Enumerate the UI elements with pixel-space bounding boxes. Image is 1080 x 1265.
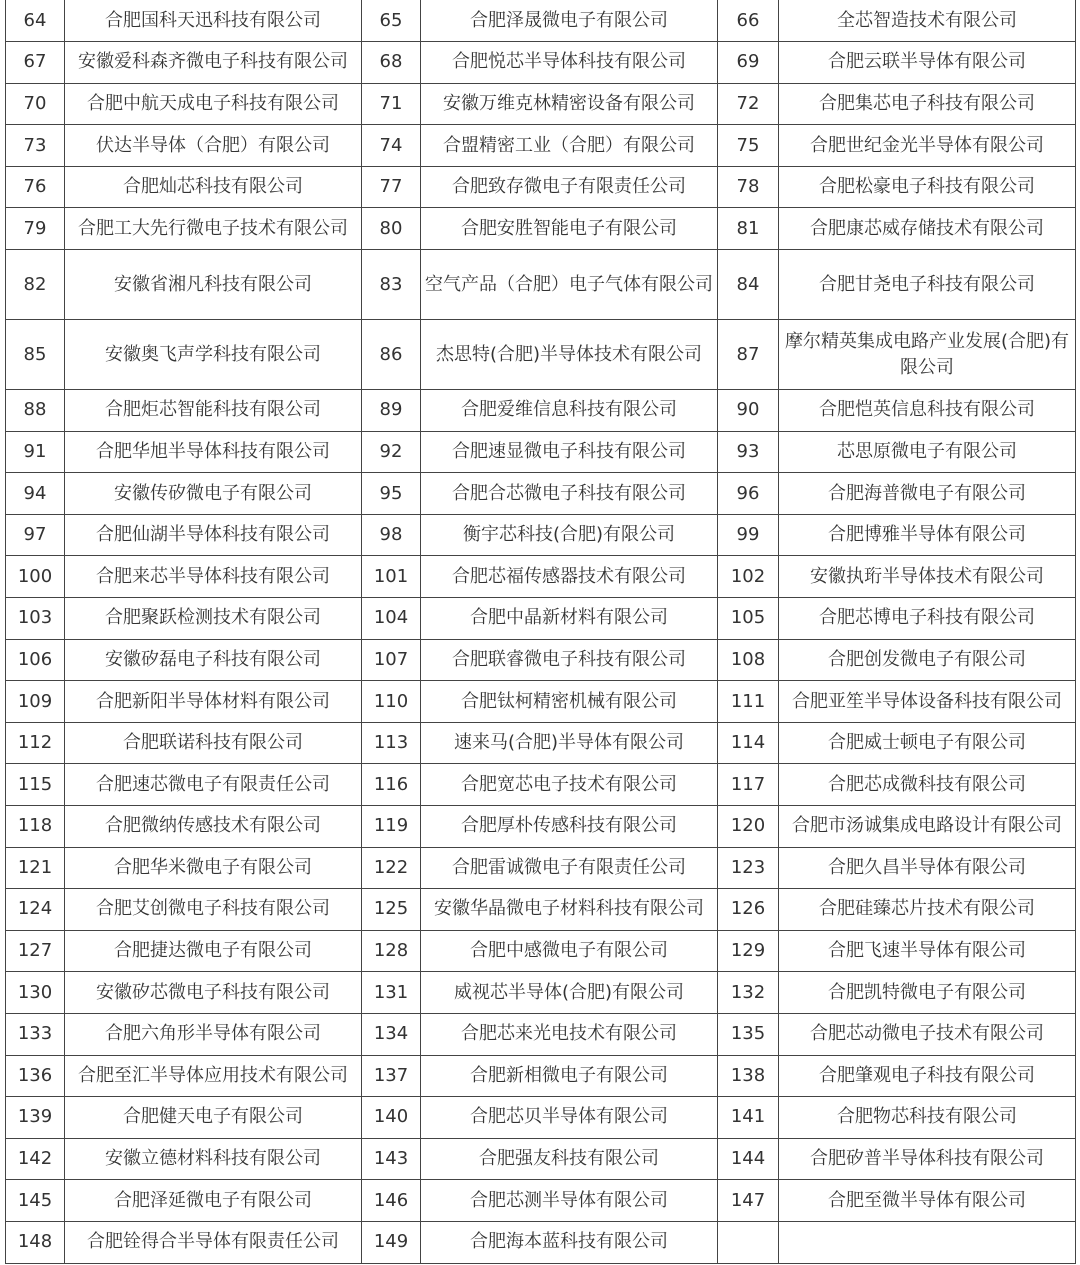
company-name-cell: 合肥硅臻芯片技术有限公司 — [779, 889, 1076, 931]
row-number-cell: 65 — [362, 0, 421, 42]
row-number-cell: 73 — [6, 125, 65, 167]
company-name-cell: 合肥市汤诚集成电路设计有限公司 — [779, 806, 1076, 848]
row-number-cell: 68 — [362, 42, 421, 84]
company-name-cell: 安徽立德材料科技有限公司 — [65, 1138, 362, 1180]
row-number-cell: 85 — [6, 320, 65, 390]
table-row — [6, 0, 1076, 42]
row-number-cell: 74 — [362, 125, 421, 167]
table-row — [6, 83, 1076, 125]
row-number-cell: 81 — [718, 208, 779, 250]
row-number-cell: 92 — [362, 431, 421, 473]
company-name-cell: 合肥芯贝半导体有限公司 — [421, 1097, 718, 1139]
row-number-cell: 82 — [6, 250, 65, 320]
row-number-cell: 94 — [6, 473, 65, 515]
company-name-cell: 安徽省湘凡科技有限公司 — [65, 250, 362, 320]
company-name-cell: 合肥宽芯电子技术有限公司 — [421, 764, 718, 806]
company-name-cell: 合肥凯特微电子有限公司 — [779, 972, 1076, 1014]
company-name-cell: 合肥仙湖半导体科技有限公司 — [65, 514, 362, 556]
company-name-cell: 合肥灿芯科技有限公司 — [65, 166, 362, 208]
company-name-cell: 合肥捷达微电子有限公司 — [65, 930, 362, 972]
row-number-cell: 123 — [718, 847, 779, 889]
table-row — [6, 166, 1076, 208]
row-number-cell: 112 — [6, 722, 65, 764]
company-name-cell: 合肥久昌半导体有限公司 — [779, 847, 1076, 889]
company-name-cell: 合肥威士顿电子有限公司 — [779, 722, 1076, 764]
company-name-cell: 合肥集芯电子科技有限公司 — [779, 83, 1076, 125]
row-number-cell: 144 — [718, 1138, 779, 1180]
row-number-cell: 67 — [6, 42, 65, 84]
row-number-cell: 98 — [362, 514, 421, 556]
company-name-cell: 合肥艾创微电子科技有限公司 — [65, 889, 362, 931]
company-name-cell: 合肥恺英信息科技有限公司 — [779, 390, 1076, 432]
row-number-cell: 79 — [6, 208, 65, 250]
row-number-cell: 84 — [718, 250, 779, 320]
row-number-cell: 130 — [6, 972, 65, 1014]
table-row — [6, 722, 1076, 764]
row-number-cell: 72 — [718, 83, 779, 125]
row-number-cell: 132 — [718, 972, 779, 1014]
table-row — [6, 806, 1076, 848]
row-number-cell: 77 — [362, 166, 421, 208]
row-number-cell: 111 — [718, 681, 779, 723]
company-list-body — [6, 0, 1076, 1263]
row-number-cell: 126 — [718, 889, 779, 931]
company-name-cell: 合肥世纪金光半导体有限公司 — [779, 125, 1076, 167]
company-name-cell: 合肥钛柯精密机械有限公司 — [421, 681, 718, 723]
table-row — [6, 930, 1076, 972]
company-name-cell: 伏达半导体（合肥）有限公司 — [65, 125, 362, 167]
row-number-cell: 117 — [718, 764, 779, 806]
company-name-cell: 安徽执珩半导体技术有限公司 — [779, 556, 1076, 598]
row-number-cell: 109 — [6, 681, 65, 723]
table-row — [6, 1221, 1076, 1263]
company-name-cell: 合肥工大先行微电子技术有限公司 — [65, 208, 362, 250]
table-row — [6, 208, 1076, 250]
row-number-cell: 89 — [362, 390, 421, 432]
row-number-cell: 83 — [362, 250, 421, 320]
company-name-cell: 合肥芯动微电子技术有限公司 — [779, 1013, 1076, 1055]
row-number-cell: 145 — [6, 1180, 65, 1222]
company-name-cell: 合肥海普微电子有限公司 — [779, 473, 1076, 515]
row-number-cell: 103 — [6, 598, 65, 640]
table-row — [6, 320, 1076, 390]
company-name-cell: 合肥中晶新材料有限公司 — [421, 598, 718, 640]
row-number-cell: 141 — [718, 1097, 779, 1139]
company-name-cell: 合肥矽普半导体科技有限公司 — [779, 1138, 1076, 1180]
table-row — [6, 598, 1076, 640]
row-number-cell: 102 — [718, 556, 779, 598]
row-number-cell: 100 — [6, 556, 65, 598]
company-name-cell: 合肥创发微电子有限公司 — [779, 639, 1076, 681]
company-name-cell: 合肥微纳传感技术有限公司 — [65, 806, 362, 848]
company-name-cell: 合肥芯福传感器技术有限公司 — [421, 556, 718, 598]
row-number-cell: 90 — [718, 390, 779, 432]
row-number-cell: 75 — [718, 125, 779, 167]
row-number-cell: 88 — [6, 390, 65, 432]
table-row — [6, 889, 1076, 931]
company-name-cell: 安徽奥飞声学科技有限公司 — [65, 320, 362, 390]
row-number-cell: 104 — [362, 598, 421, 640]
row-number-cell: 120 — [718, 806, 779, 848]
row-number-cell: 108 — [718, 639, 779, 681]
row-number-cell: 149 — [362, 1221, 421, 1263]
row-number-cell: 96 — [718, 473, 779, 515]
row-number-cell: 87 — [718, 320, 779, 390]
row-number-cell: 131 — [362, 972, 421, 1014]
row-number-cell: 107 — [362, 639, 421, 681]
table-row — [6, 639, 1076, 681]
company-name-cell: 合肥华米微电子有限公司 — [65, 847, 362, 889]
row-number-cell: 140 — [362, 1097, 421, 1139]
row-number-cell: 106 — [6, 639, 65, 681]
company-name-cell: 合肥云联半导体有限公司 — [779, 42, 1076, 84]
table-row — [6, 514, 1076, 556]
table-row — [6, 42, 1076, 84]
company-name-cell: 合盟精密工业（合肥）有限公司 — [421, 125, 718, 167]
company-name-cell: 合肥合芯微电子科技有限公司 — [421, 473, 718, 515]
row-number-cell: 78 — [718, 166, 779, 208]
company-name-cell: 合肥安胜智能电子有限公司 — [421, 208, 718, 250]
table-row — [6, 473, 1076, 515]
company-name-cell: 安徽矽芯微电子科技有限公司 — [65, 972, 362, 1014]
row-number-cell: 86 — [362, 320, 421, 390]
row-number-cell: 118 — [6, 806, 65, 848]
row-number-cell: 143 — [362, 1138, 421, 1180]
company-name-cell: 合肥博雅半导体有限公司 — [779, 514, 1076, 556]
company-name-cell: 衡宇芯科技(合肥)有限公司 — [421, 514, 718, 556]
table-row — [6, 972, 1076, 1014]
company-name-cell: 全芯智造技术有限公司 — [779, 0, 1076, 42]
row-number-cell: 128 — [362, 930, 421, 972]
company-name-cell: 合肥肇观电子科技有限公司 — [779, 1055, 1076, 1097]
company-name-cell: 合肥来芯半导体科技有限公司 — [65, 556, 362, 598]
row-number-cell: 70 — [6, 83, 65, 125]
company-name-cell: 安徽矽磊电子科技有限公司 — [65, 639, 362, 681]
row-number-cell — [718, 1221, 779, 1263]
table-row — [6, 431, 1076, 473]
company-name-cell: 合肥速显微电子科技有限公司 — [421, 431, 718, 473]
company-name-cell: 合肥铨得合半导体有限责任公司 — [65, 1221, 362, 1263]
row-number-cell: 125 — [362, 889, 421, 931]
row-number-cell: 69 — [718, 42, 779, 84]
company-name-cell: 合肥华旭半导体科技有限公司 — [65, 431, 362, 473]
table-row — [6, 1138, 1076, 1180]
company-name-cell: 芯思原微电子有限公司 — [779, 431, 1076, 473]
row-number-cell: 101 — [362, 556, 421, 598]
company-name-cell: 合肥芯来光电技术有限公司 — [421, 1013, 718, 1055]
table-row — [6, 847, 1076, 889]
row-number-cell: 134 — [362, 1013, 421, 1055]
table-row — [6, 1097, 1076, 1139]
company-name-cell: 合肥芯成微科技有限公司 — [779, 764, 1076, 806]
row-number-cell: 115 — [6, 764, 65, 806]
row-number-cell: 147 — [718, 1180, 779, 1222]
company-name-cell: 合肥康芯威存储技术有限公司 — [779, 208, 1076, 250]
row-number-cell: 64 — [6, 0, 65, 42]
row-number-cell: 76 — [6, 166, 65, 208]
row-number-cell: 116 — [362, 764, 421, 806]
company-name-cell: 合肥致存微电子有限责任公司 — [421, 166, 718, 208]
row-number-cell: 137 — [362, 1055, 421, 1097]
row-number-cell: 97 — [6, 514, 65, 556]
row-number-cell: 93 — [718, 431, 779, 473]
table-row — [6, 1180, 1076, 1222]
row-number-cell: 113 — [362, 722, 421, 764]
company-name-cell: 合肥中航天成电子科技有限公司 — [65, 83, 362, 125]
company-name-cell: 合肥至微半导体有限公司 — [779, 1180, 1076, 1222]
company-name-cell: 合肥海本蓝科技有限公司 — [421, 1221, 718, 1263]
row-number-cell: 135 — [718, 1013, 779, 1055]
row-number-cell: 80 — [362, 208, 421, 250]
company-name-cell: 合肥爱维信息科技有限公司 — [421, 390, 718, 432]
row-number-cell: 91 — [6, 431, 65, 473]
company-name-cell: 合肥中感微电子有限公司 — [421, 930, 718, 972]
company-name-cell: 合肥飞速半导体有限公司 — [779, 930, 1076, 972]
company-name-cell: 合肥国科天迅科技有限公司 — [65, 0, 362, 42]
table-row — [6, 1013, 1076, 1055]
company-name-cell: 合肥炬芯智能科技有限公司 — [65, 390, 362, 432]
company-name-cell: 合肥联诺科技有限公司 — [65, 722, 362, 764]
row-number-cell: 110 — [362, 681, 421, 723]
row-number-cell: 66 — [718, 0, 779, 42]
table-row — [6, 556, 1076, 598]
table-row — [6, 681, 1076, 723]
row-number-cell: 136 — [6, 1055, 65, 1097]
company-name-cell: 合肥泽延微电子有限公司 — [65, 1180, 362, 1222]
company-name-cell: 摩尔精英集成电路产业发展(合肥)有限公司 — [779, 320, 1076, 390]
row-number-cell: 99 — [718, 514, 779, 556]
company-name-cell: 合肥新相微电子有限公司 — [421, 1055, 718, 1097]
row-number-cell: 127 — [6, 930, 65, 972]
company-name-cell: 合肥泽晟微电子有限公司 — [421, 0, 718, 42]
row-number-cell: 133 — [6, 1013, 65, 1055]
company-name-cell: 合肥速芯微电子有限责任公司 — [65, 764, 362, 806]
company-name-cell: 合肥厚朴传感科技有限公司 — [421, 806, 718, 848]
row-number-cell: 142 — [6, 1138, 65, 1180]
company-name-cell: 合肥甘尧电子科技有限公司 — [779, 250, 1076, 320]
row-number-cell: 148 — [6, 1221, 65, 1263]
company-name-cell — [779, 1221, 1076, 1263]
company-name-cell: 合肥联睿微电子科技有限公司 — [421, 639, 718, 681]
company-name-cell: 安徽万维克林精密设备有限公司 — [421, 83, 718, 125]
row-number-cell: 119 — [362, 806, 421, 848]
row-number-cell: 139 — [6, 1097, 65, 1139]
table-row — [6, 1055, 1076, 1097]
company-name-cell: 威视芯半导体(合肥)有限公司 — [421, 972, 718, 1014]
company-name-cell: 合肥物芯科技有限公司 — [779, 1097, 1076, 1139]
company-name-cell: 合肥芯博电子科技有限公司 — [779, 598, 1076, 640]
company-list-table — [5, 0, 1076, 1264]
table-row — [6, 250, 1076, 320]
company-name-cell: 合肥聚跃检测技术有限公司 — [65, 598, 362, 640]
company-name-cell: 合肥芯测半导体有限公司 — [421, 1180, 718, 1222]
company-name-cell: 合肥松豪电子科技有限公司 — [779, 166, 1076, 208]
company-name-cell: 安徽爱科森齐微电子科技有限公司 — [65, 42, 362, 84]
company-name-cell: 空气产品（合肥）电子气体有限公司 — [421, 250, 718, 320]
row-number-cell: 105 — [718, 598, 779, 640]
company-name-cell: 合肥强友科技有限公司 — [421, 1138, 718, 1180]
company-name-cell: 安徽华晶微电子材料科技有限公司 — [421, 889, 718, 931]
company-name-cell: 合肥新阳半导体材料有限公司 — [65, 681, 362, 723]
company-name-cell: 合肥至汇半导体应用技术有限公司 — [65, 1055, 362, 1097]
row-number-cell: 122 — [362, 847, 421, 889]
row-number-cell: 71 — [362, 83, 421, 125]
table-row — [6, 764, 1076, 806]
company-name-cell: 合肥健天电子有限公司 — [65, 1097, 362, 1139]
table-row — [6, 390, 1076, 432]
company-name-cell: 安徽传矽微电子有限公司 — [65, 473, 362, 515]
row-number-cell: 124 — [6, 889, 65, 931]
company-name-cell: 合肥六角形半导体有限公司 — [65, 1013, 362, 1055]
company-name-cell: 杰思特(合肥)半导体技术有限公司 — [421, 320, 718, 390]
company-name-cell: 合肥悦芯半导体科技有限公司 — [421, 42, 718, 84]
row-number-cell: 114 — [718, 722, 779, 764]
row-number-cell: 138 — [718, 1055, 779, 1097]
company-name-cell: 速来马(合肥)半导体有限公司 — [421, 722, 718, 764]
row-number-cell: 95 — [362, 473, 421, 515]
company-name-cell: 合肥雷诚微电子有限责任公司 — [421, 847, 718, 889]
table-row — [6, 125, 1076, 167]
row-number-cell: 146 — [362, 1180, 421, 1222]
row-number-cell: 129 — [718, 930, 779, 972]
company-name-cell: 合肥亚笙半导体设备科技有限公司 — [779, 681, 1076, 723]
row-number-cell: 121 — [6, 847, 65, 889]
